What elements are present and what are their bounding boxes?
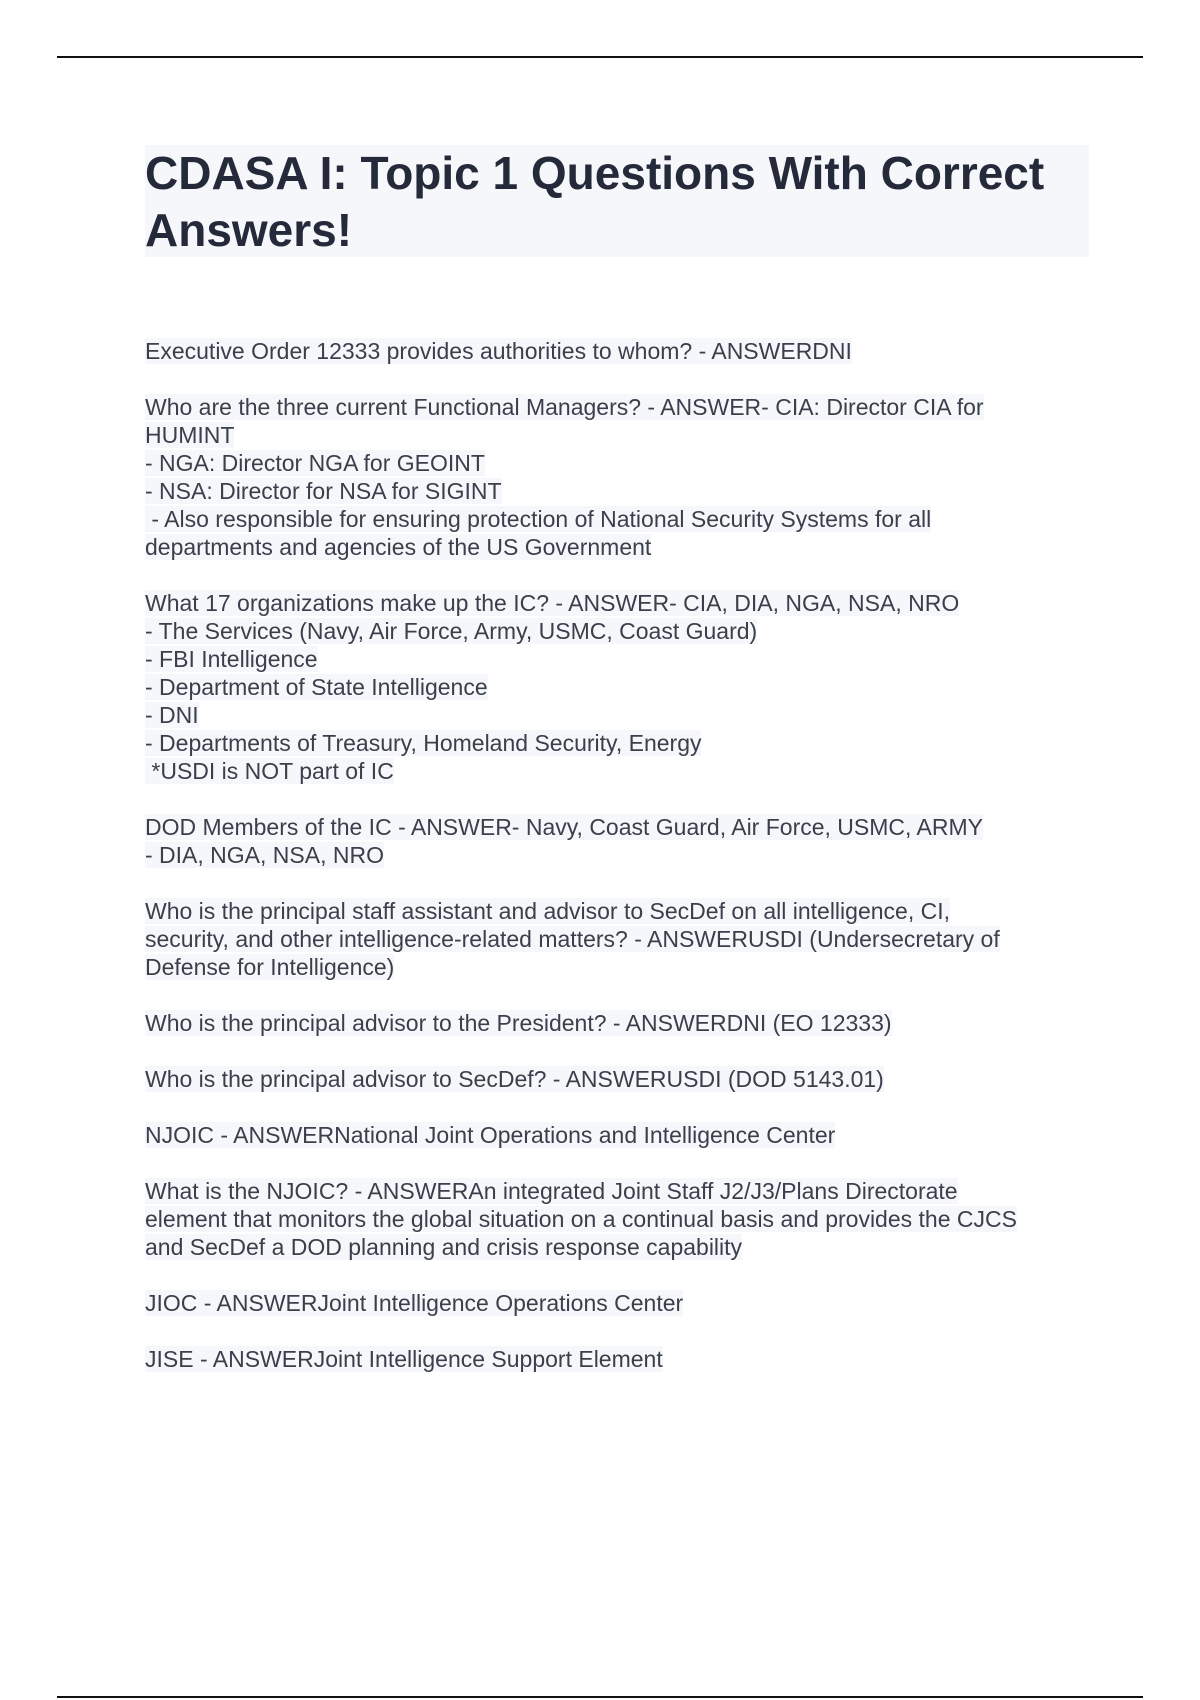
qa-line: Who is the principal advisor to SecDef? - ANSWERUSDI (DOD 5143.01)	[145, 1066, 884, 1092]
qa-line: - DIA, NGA, NSA, NRO	[145, 842, 384, 868]
qa-line: Who are the three current Functional Managers? - ANSWER- CIA: Director CIA for	[145, 394, 984, 420]
qa-line: - NSA: Director for NSA for SIGINT	[145, 478, 502, 504]
qa-item-11	[145, 1345, 1089, 1373]
qa-line: What is the NJOIC? - ANSWERAn integrated Joint Staff J2/J3/Plans Directorate	[145, 1178, 958, 1204]
qa-line: - NGA: Director NGA for GEOINT	[145, 450, 485, 476]
qa-line: - Departments of Treasury, Homeland Security, Energy	[145, 730, 702, 756]
qa-item-6	[145, 1009, 1089, 1037]
qa-line: element that monitors the global situation on a continual basis and provides the CJCS	[145, 1206, 1017, 1232]
qa-line: departments and agencies of the US Government	[145, 534, 652, 560]
qa-line: - The Services (Navy, Air Force, Army, USMC, Coast Guard)	[145, 618, 758, 644]
qa-line: DOD Members of the IC - ANSWER- Navy, Coast Guard, Air Force, USMC, ARMY	[145, 814, 983, 840]
qa-item-3	[145, 589, 1089, 785]
qa-item-10	[145, 1289, 1089, 1317]
qa-item-7	[145, 1065, 1089, 1093]
qa-line: - FBI Intelligence	[145, 646, 318, 672]
qa-item-2	[145, 393, 1089, 561]
qa-line: - DNI	[145, 702, 199, 728]
qa-item-8	[145, 1121, 1089, 1149]
title-box	[145, 145, 1089, 257]
qa-line: What 17 organizations make up the IC? - ANSWER- CIA, DIA, NGA, NSA, NRO	[145, 590, 960, 616]
qa-line: *USDI is NOT part of IC	[145, 758, 394, 784]
qa-line: JISE - ANSWERJoint Intelligence Support Element	[145, 1346, 663, 1372]
qa-line: Defense for Intelligence)	[145, 954, 395, 980]
qa-list	[145, 337, 1089, 1401]
qa-line: and SecDef a DOD planning and crisis response capability	[145, 1234, 743, 1260]
qa-line: - Also responsible for ensuring protection of National Security Systems for all	[145, 506, 932, 532]
qa-line: security, and other intelligence-related matters? - ANSWERUSDI (Undersecretary of	[145, 926, 1000, 952]
qa-line: Executive Order 12333 provides authorities to whom? - ANSWERDNI	[145, 338, 852, 364]
qa-item-1	[145, 337, 1089, 365]
qa-line: HUMINT	[145, 422, 235, 448]
qa-line: - Department of State Intelligence	[145, 674, 488, 700]
qa-line: JIOC - ANSWERJoint Intelligence Operations Center	[145, 1290, 684, 1316]
bottom-rule	[57, 1696, 1143, 1698]
qa-line: NJOIC - ANSWERNational Joint Operations and Intelligence Center	[145, 1122, 836, 1148]
top-rule	[57, 56, 1143, 58]
page-title: CDASA I: Topic 1 Questions With Correct Answers!	[145, 147, 1045, 256]
qa-item-5	[145, 897, 1089, 981]
qa-item-9	[145, 1177, 1089, 1261]
qa-item-4	[145, 813, 1089, 869]
qa-line: Who is the principal advisor to the President? - ANSWERDNI (EO 12333)	[145, 1010, 892, 1036]
qa-line: Who is the principal staff assistant and advisor to SecDef on all intelligence, CI,	[145, 898, 950, 924]
